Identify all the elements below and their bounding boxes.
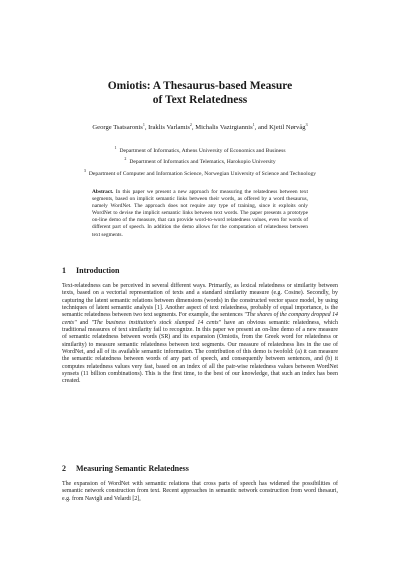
author-affil-mark: 1 [252,121,255,127]
author-affil-mark: 2 [189,121,192,127]
author-list: George Tsatsaronis$^1$, Iraklis Varlamis$^2$, Michalis Vazirgiannis$^1$, and Kjetil Nørvåg$^3$ [92,121,308,131]
affiliation-text: Department of Informatics, Athens University of Economics and Business [119,147,286,154]
author-name: George Tsatsaronis [92,124,143,131]
body-text: The expansion of WordNet with semantic relations that cross parts of speech has widened the possibilities of semantic network construction from text. Recent approaches in semantic network construction from word thesauri, e.g. from Navigli and Velardi [2], [62,481,338,502]
affiliation-number: 3 [83,167,86,173]
introduction-paragraph [62,283,338,386]
example-sentence: "The business institution's stock slumped 14 cents" [91,319,221,326]
section-number: 2 [62,464,66,473]
section-heading-measuring [62,464,189,474]
author-name: Iraklis Varlamis [148,124,190,131]
example-sentence: "The shares of the company dropped 14 cents" [62,312,338,326]
author-affil-mark: 3 [305,121,308,127]
abstract [92,189,308,239]
section-number: 1 [62,266,66,275]
affiliation-list [52,144,348,178]
measuring-paragraph [62,481,338,503]
affiliation [52,167,348,178]
body-text: have an obvious semantic relatedness, which traditional measures of text similarity fail to recognize. In this paper we present an on-line demo of a new measure of semantic relatedness between words (SR) and its expansion (Omiotis, from the Greek word for relatedness or similarity) to measure semantic relatedness between text segments. Our measure of relatedness lies in the use of WordNet, and all of its available semantic information. The contribution of this demo is twofold: (a) it can measure the semantic relatedness between words of any part of speech, and consequently between sentences, and (b) it computes relatedness values very fast, based on an index of all the pair-wise relatedness values between WordNet synsets (11 billion combinations). This is the first time, to the best of our knowledge, that such an index has been created. [62,319,338,385]
author-name: Michalis Vazirgiannis [195,124,253,131]
affiliation-number: 1 [114,145,117,150]
affiliation-number: 2 [124,156,127,162]
abstract-text: In this paper we present a new approach for measuring the relatedness between text segments, based on implicit semantic links between their words, as offered by a word thesaurus, namely WordNet. The approach does not require any type of training, since it exploits only WordNet to devise the implicit semantic links between text words. The paper presents a prototype on-line demo of the measure, that can provide word-to-word relatedness values, even for words of different part of speech. In addition the demo allows for the computation of relatedness between text segments. [92,189,308,238]
body-text: and [76,319,92,326]
affiliation-text: Department of Informatics and Telematics, Harokopio University [129,159,276,166]
author-name: and Kjetil Nørvåg [257,124,306,131]
paper-title [40,79,360,107]
section-title: Measuring Semantic Relatedness [76,464,189,473]
body-text: Text-relatedness can be perceived in several different ways. Primarily, as lexical relatedness or similarity between texts, based on a vectorial representation of texts and a standard similarity measure (e.g. Cosine). Secondly, by capturing the latent semantic relations between dimensions (words) in the constructed vector space model, by using techniques of latent semantic analysis [1]. Another aspect of text relatedness, probably of equal importance, is the semantic relatedness between two text segments. For example, the sentences [62,283,338,319]
section-heading-introduction [62,266,119,276]
affiliation [52,155,348,166]
abstract-label: Abstract. [92,189,114,195]
section-title: Introduction [76,266,120,275]
author-affil-mark: 1 [142,121,145,127]
affiliation [52,144,348,155]
title-line-1: Omiotis: A Thesaurus-based Measure [107,80,293,92]
title-line-2: of Text Relatedness [152,94,248,106]
affiliation-text: Department of Computer and Information Science, Norwegian University of Science and Technology [88,170,317,177]
